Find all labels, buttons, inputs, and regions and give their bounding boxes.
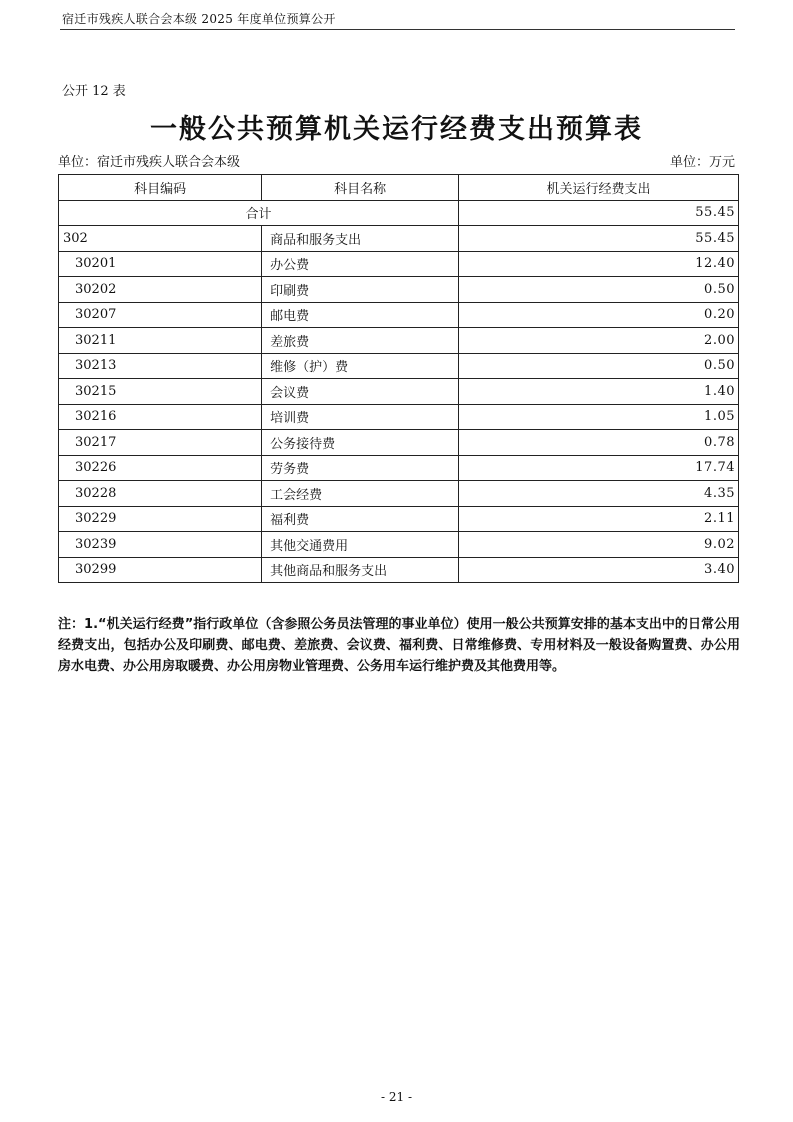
table-row <box>59 506 739 532</box>
row-code: 30207 <box>59 302 262 328</box>
table-row <box>59 532 739 558</box>
footnote: 注：1.“机关运行经费”指行政单位（含参照公务员法管理的事业单位）使用一般公共预算安排的基本支出中的日常公用经费支出，包括办公及印刷费、邮电费、差旅费、会议费、福利费、日常维修费、专用材料及一般设备购置费、办公用房水电费、办公用房取暖费、办公用房物业管理费、公务用车运行维护费及其他费用等。 <box>58 617 740 674</box>
column-header-name: 科目名称 <box>262 175 459 201</box>
row-code: 30211 <box>59 328 262 354</box>
column-header-code: 科目编码 <box>59 175 262 201</box>
row-code: 30202 <box>59 277 262 303</box>
row-value: 0.78 <box>459 430 739 456</box>
table-row <box>59 404 739 430</box>
row-name: 其他交通费用 <box>262 532 459 558</box>
table-header-row <box>59 175 739 201</box>
row-value: 3.40 <box>459 557 739 583</box>
row-value: 1.05 <box>459 404 739 430</box>
page-title: 一般公共预算机关运行经费支出预算表 <box>150 114 643 145</box>
row-code: 30217 <box>59 430 262 456</box>
table-row <box>59 353 739 379</box>
table-label: 公开 12 表 <box>62 84 126 99</box>
table-row <box>59 430 739 456</box>
row-name: 会议费 <box>262 379 459 405</box>
row-code: 30299 <box>59 557 262 583</box>
table-row <box>59 277 739 303</box>
unit-currency: 单位：万元 <box>669 155 735 170</box>
table-row <box>59 557 739 583</box>
row-name: 商品和服务支出 <box>262 226 459 252</box>
row-code: 30226 <box>59 455 262 481</box>
row-name: 公务接待费 <box>262 430 459 456</box>
row-value: 9.02 <box>459 532 739 558</box>
row-name: 其他商品和服务支出 <box>262 557 459 583</box>
row-value: 4.35 <box>459 481 739 507</box>
row-name: 培训费 <box>262 404 459 430</box>
table-row <box>59 302 739 328</box>
page-number: - 21 - <box>380 1090 412 1104</box>
row-name: 福利费 <box>262 506 459 532</box>
row-value: 17.74 <box>459 455 739 481</box>
table-row <box>59 455 739 481</box>
table-row <box>59 328 739 354</box>
row-value: 2.11 <box>459 506 739 532</box>
total-value: 55.45 <box>459 200 739 226</box>
column-header-amount: 机关运行经费支出 <box>459 175 739 201</box>
table-row <box>59 481 739 507</box>
table-row <box>59 251 739 277</box>
total-label: 合计 <box>59 200 459 226</box>
budget-table <box>58 174 739 583</box>
row-value: 55.45 <box>459 226 739 252</box>
row-value: 0.50 <box>459 353 739 379</box>
row-value: 0.50 <box>459 277 739 303</box>
row-name: 劳务费 <box>262 455 459 481</box>
row-code: 30216 <box>59 404 262 430</box>
row-name: 邮电费 <box>262 302 459 328</box>
total-row <box>59 200 739 226</box>
row-name: 差旅费 <box>262 328 459 354</box>
row-code: 30239 <box>59 532 262 558</box>
table-row <box>59 379 739 405</box>
row-code: 30213 <box>59 353 262 379</box>
table-row <box>59 226 739 252</box>
row-code: 302 <box>59 226 262 252</box>
row-value: 0.20 <box>459 302 739 328</box>
row-name: 工会经费 <box>262 481 459 507</box>
row-value: 2.00 <box>459 328 739 354</box>
row-code: 30228 <box>59 481 262 507</box>
running-header: 宿迁市残疾人联合会本级 2025 年度单位预算公开 <box>62 12 336 26</box>
row-name: 维修（护）费 <box>262 353 459 379</box>
row-code: 30229 <box>59 506 262 532</box>
row-value: 1.40 <box>459 379 739 405</box>
row-value: 12.40 <box>459 251 739 277</box>
row-code: 30201 <box>59 251 262 277</box>
unit-organization: 单位：宿迁市残疾人联合会本级 <box>58 155 241 170</box>
header-rule <box>60 29 735 30</box>
row-name: 印刷费 <box>262 277 459 303</box>
row-name: 办公费 <box>262 251 459 277</box>
row-code: 30215 <box>59 379 262 405</box>
